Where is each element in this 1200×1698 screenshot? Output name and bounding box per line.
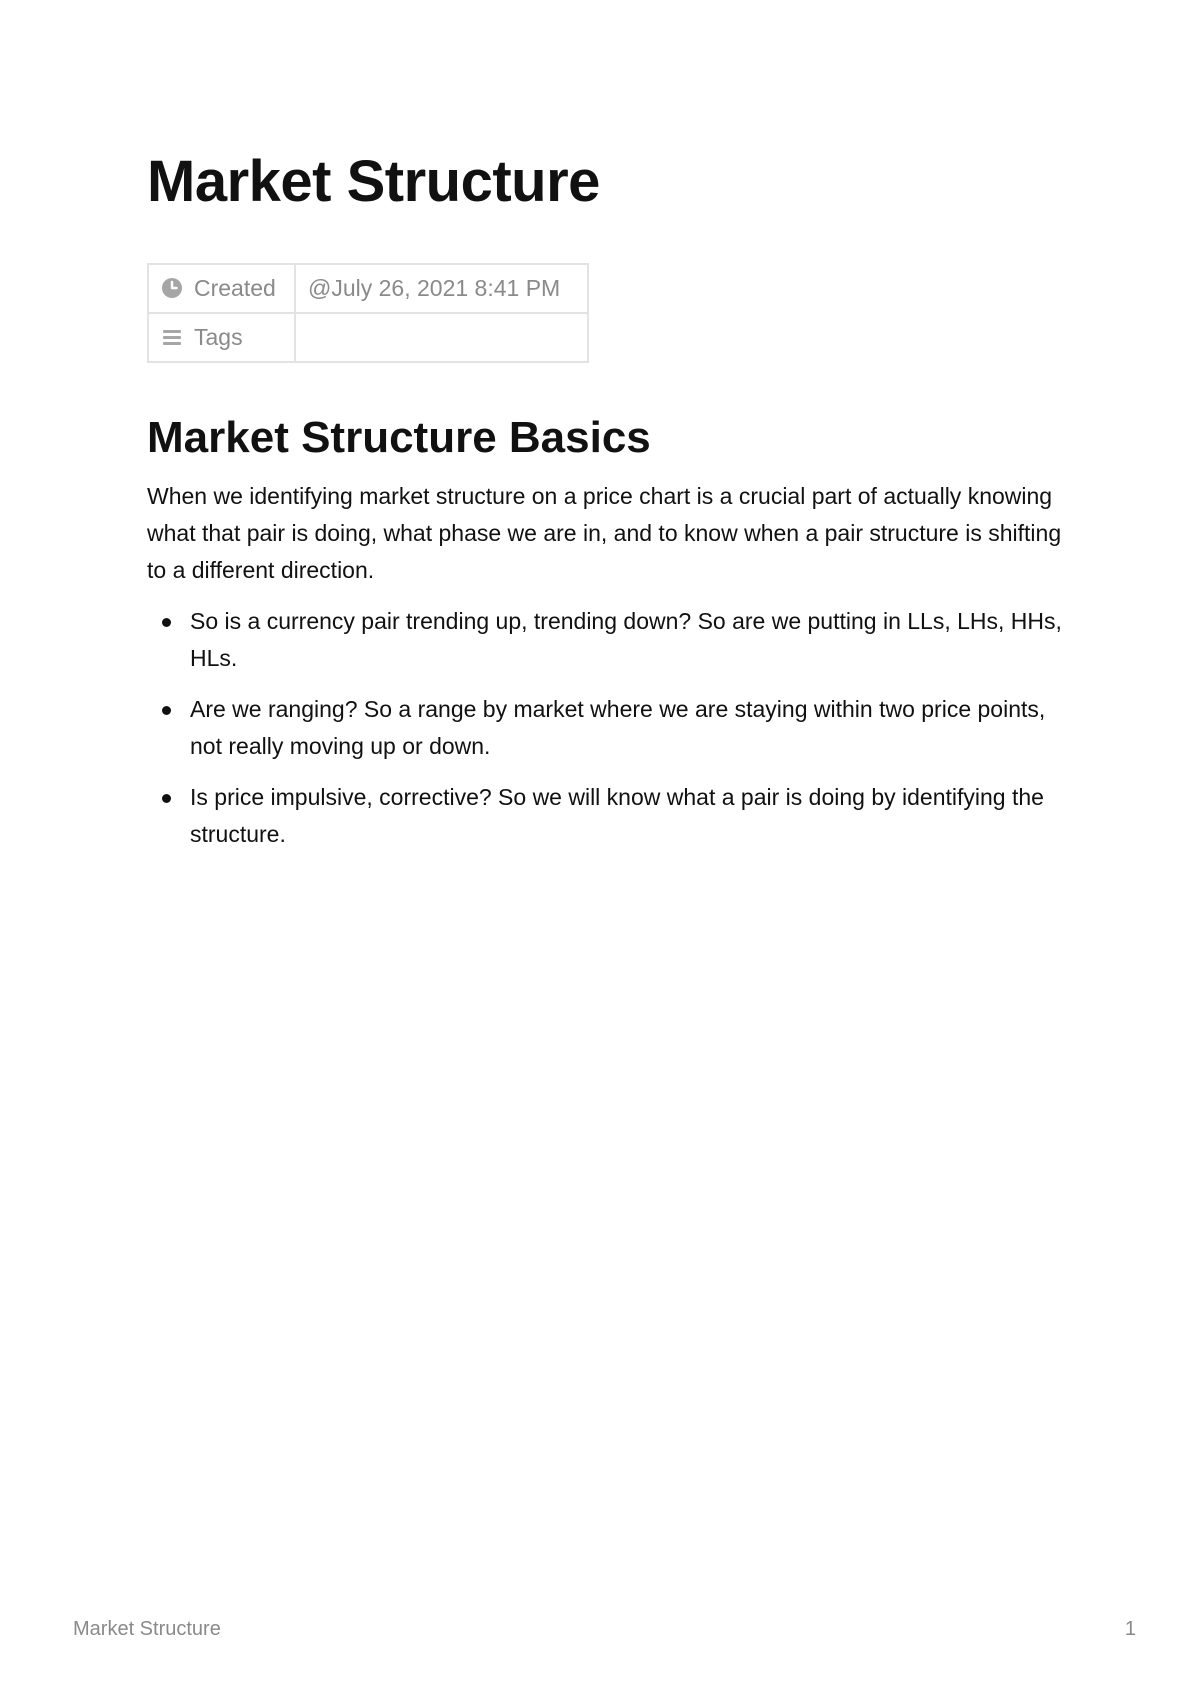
bullet-dot-icon (162, 706, 171, 715)
section-heading: Market Structure Basics (147, 413, 651, 462)
bullet-list (147, 603, 1067, 867)
property-key-created (148, 264, 295, 313)
list-item (147, 603, 1067, 677)
property-row-tags (148, 313, 588, 362)
list-item (147, 691, 1067, 765)
page-title: Market Structure (147, 149, 600, 214)
list-icon (161, 326, 183, 348)
property-value-tags[interactable] (295, 313, 588, 362)
bullet-dot-icon (162, 618, 171, 627)
list-item-text: So is a currency pair trending up, trending down? So are we putting in LLs, LHs, HHs, HLs. (190, 608, 1062, 671)
property-key-label: Created (194, 275, 276, 301)
property-value-created[interactable]: @July 26, 2021 8:41 PM (295, 264, 588, 313)
property-key-label: Tags (194, 324, 243, 350)
footer-page-number: 1 (1124, 1618, 1136, 1640)
list-item-text: Are we ranging? So a range by market where we are staying within two price points, not really moving up or down. (190, 696, 1046, 759)
bullet-dot-icon (162, 794, 171, 803)
property-row-created (148, 264, 588, 313)
body-paragraph: When we identifying market structure on a price chart is a crucial part of actually knowing what that pair is doing, what phase we are in, and to know when a pair structure is shifting to a different direction. (147, 483, 1062, 583)
footer-title: Market Structure (73, 1618, 221, 1640)
properties-table (147, 263, 589, 363)
list-item-text: Is price impulsive, corrective? So we will know what a pair is doing by identifying the structure. (190, 784, 1044, 847)
property-key-tags (148, 313, 295, 362)
list-item (147, 779, 1067, 853)
clock-icon (161, 277, 183, 299)
